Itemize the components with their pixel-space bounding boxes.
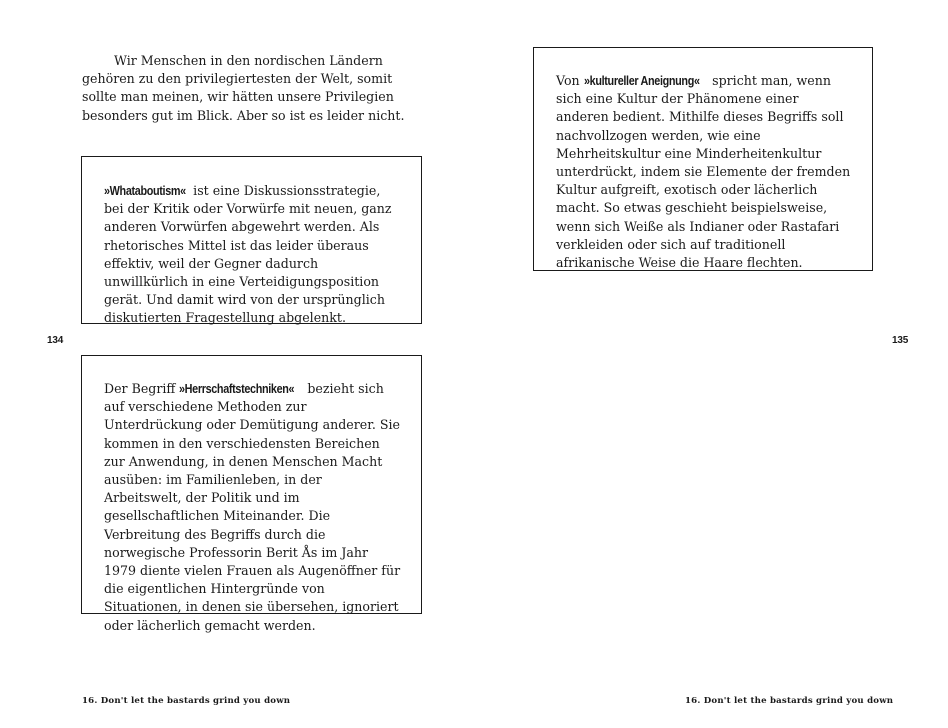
page-number: 134	[47, 335, 64, 346]
definition-body: spricht man, wenn sich eine Kultur der Phänomene einer anderen bedient. Mithilfe dieses Begriffs soll nachvollzogen werden, wie eine Mehrheitskultur eine Minderheitenkultur unterdrückt, indem sie Elemente der fremden Kultur aufgreift, exotisch oder lächerlich macht. So etwas geschieht beispielsweise, wenn sich Weiße als Indianer oder Rastafari verkleiden oder sich auf traditionell afrikanische Weise die Haare flechten.	[556, 73, 851, 271]
intro-paragraph	[82, 52, 427, 125]
definition-text	[556, 72, 852, 272]
definition-text	[104, 182, 401, 328]
definition-box-herrschaftstechniken	[81, 355, 422, 633]
definition-prefix: Von	[556, 73, 584, 88]
definition-term: »kultureller Aneignung«	[583, 74, 700, 88]
definition-body: ist eine Diskussionsstrategie, bei der Kritik oder Vorwürfe mit neuen, ganz anderen Vorwürfen abgewehrt werden. Als rhetorisches Mittel ist das leider überaus effektiv, weil der Gegner dadurch unwillkürlich in eine Verteidigungsposition gerät. Und damit wird von der ursprünglich diskutierten Fragestellung abgelenkt.	[104, 183, 392, 326]
page-number: 135	[892, 335, 909, 346]
right-page	[474, 0, 948, 728]
definition-box-whataboutism	[81, 156, 422, 324]
intro-text: Wir Menschen in den nordischen Ländern gehören zu den privilegiertesten der Welt, somit sollte man meinen, wir hätten unsere Privilegien besonders gut im Blick. Aber so ist es leider nicht.	[82, 53, 405, 123]
running-footer: 16. Don't let the bastards grind you down	[82, 696, 291, 706]
definition-box-kulturelle-aneignung	[533, 47, 873, 271]
definition-term: »Whataboutism«	[104, 184, 186, 198]
definition-term: »Herrschaftstechniken«	[179, 382, 295, 396]
running-footer: 16. Don't let the bastards grind you down	[685, 696, 894, 706]
definition-text	[104, 380, 401, 635]
definition-body: bezieht sich auf verschiedene Methoden zur Unterdrückung oder Demütigung anderer. Sie kommen in den verschiedensten Bereichen zur Anwendung, in denen Menschen Macht ausüben: im Familienleben, in der Arbeitswelt, der Politik und im gesellschaftlichen Miteinander. Die Verbreitung des Begriffs durch die norwegische Professorin Berit Ås im Jahr 1979 diente vielen Frauen als Augenöffner für die eigentlichen Hintergründe von Situationen, in denen sie übersehen, ignoriert oder lächerlich gemacht werden.	[104, 381, 401, 633]
definition-prefix: Der Begriff	[104, 381, 180, 396]
